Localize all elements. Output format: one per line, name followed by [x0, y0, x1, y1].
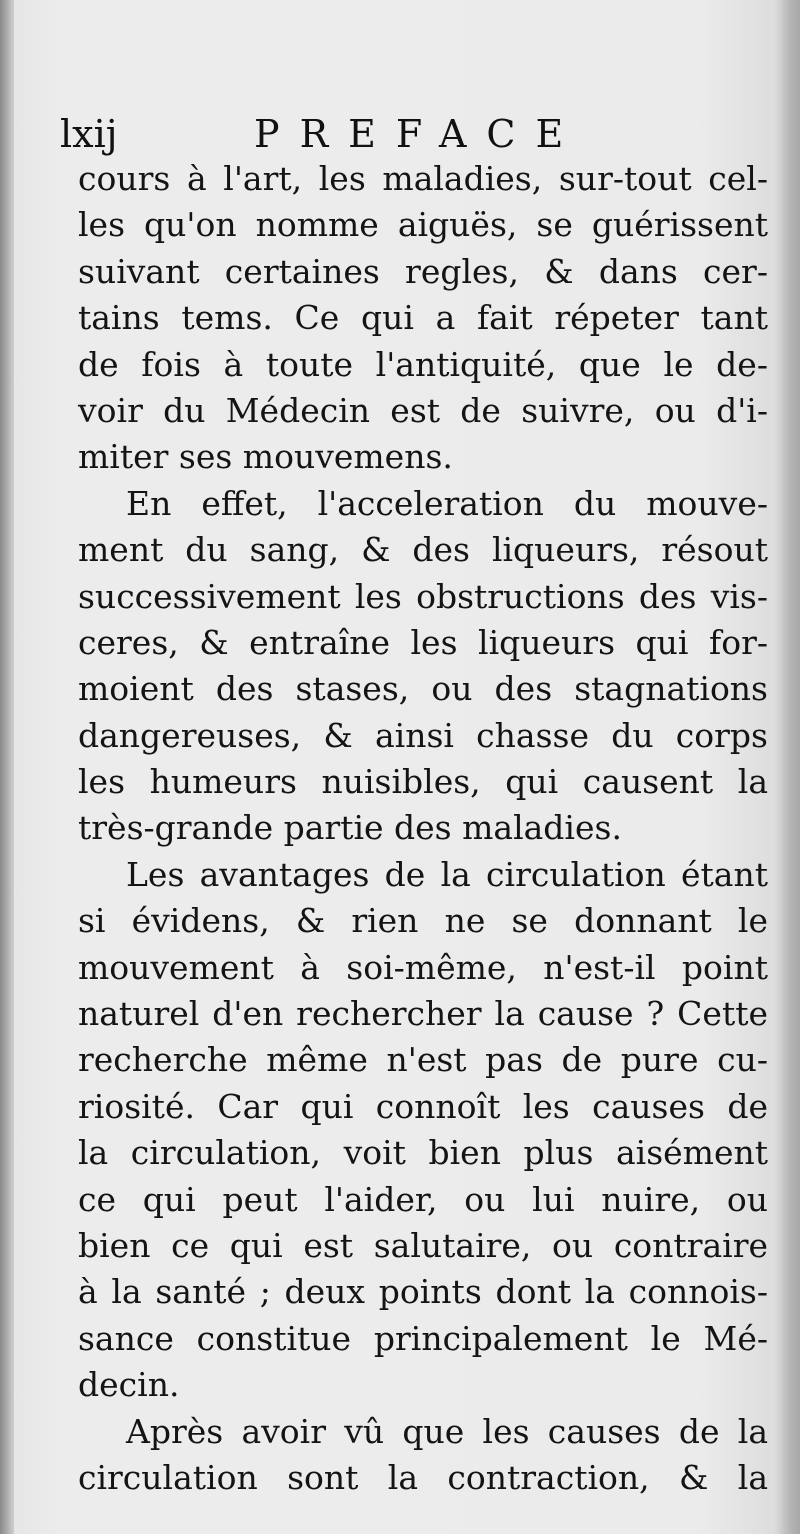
text-line: naturel d'en rechercher la cause ? Cette — [78, 994, 768, 1034]
text-line: successivement les obstructions des vis- — [78, 576, 768, 616]
text-line: ceres, & entraîne les liqueurs qui for- — [78, 622, 768, 662]
text-line: recherche même n'est pas de pure cu- — [78, 1040, 768, 1080]
page-header — [58, 108, 748, 160]
text-line: ment du sang, & des liqueurs, résout — [78, 530, 768, 570]
text-line: de fois à toute l'antiquité, que le de- — [78, 344, 768, 384]
text-line: riosité. Car qui connoît les causes de — [78, 1086, 768, 1126]
text-line: decin. — [78, 1365, 180, 1405]
text-line: les qu'on nomme aiguës, se guérissent — [78, 205, 768, 245]
text-line: circulation sont la contraction, & la — [78, 1457, 768, 1497]
text-line: mouvement à soi-même, n'est-il point — [78, 947, 768, 987]
text-line: bien ce qui est salutaire, ou contraire — [78, 1225, 768, 1265]
text-line: voir du Médecin est de suivre, ou d'i- — [78, 390, 768, 430]
text-line: très-grande partie des maladies. — [78, 808, 622, 848]
running-head: PREFACE — [254, 112, 584, 156]
text-line: Les avantages de la circulation étant — [126, 854, 768, 894]
body-text — [78, 156, 768, 1501]
text-line: sance constitue principalement le Mé- — [78, 1318, 768, 1358]
text-line: tains tems. Ce qui a fait répeter tant — [78, 298, 768, 338]
text-line: les humeurs nuisibles, qui causent la — [78, 762, 768, 802]
text-line: Après avoir vû que les causes de la — [126, 1411, 768, 1451]
page-gutter-shadow — [0, 0, 14, 1534]
page-number: lxij — [60, 112, 118, 156]
page-edge-shadow — [774, 0, 800, 1534]
text-line: la circulation, voit bien plus aisément — [78, 1133, 768, 1173]
text-line: En effet, l'acceleration du mouve- — [126, 483, 768, 523]
text-line: cours à l'art, les maladies, sur-tout cel- — [78, 159, 768, 198]
text-line: ce qui peut l'aider, ou lui nuire, ou — [78, 1179, 768, 1219]
text-line: dangereuses, & ainsi chasse du corps — [78, 715, 768, 755]
text-line: si évidens, & rien ne se donnant le — [78, 901, 768, 941]
text-line: miter ses mouvemens. — [78, 437, 453, 477]
text-line: à la santé ; deux points dont la connois- — [78, 1272, 768, 1312]
text-line: moient des stases, ou des stagnations — [78, 669, 768, 709]
text-line: suivant certaines regles, & dans cer- — [78, 251, 768, 291]
